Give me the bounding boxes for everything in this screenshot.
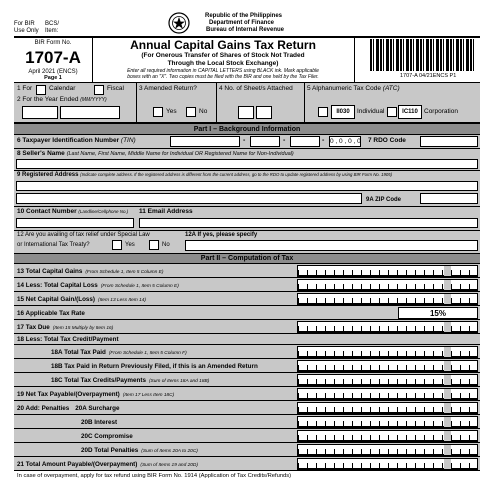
net-tax-payable-amount-field[interactable] <box>297 388 478 400</box>
bcs-label: BCS/ <box>45 21 60 27</box>
tax-due-label: 17 Tax Due (Item 15 Multiply by Item 16) <box>17 323 114 331</box>
total-tax-credits-label: 18C Total Tax Credits/Payments (Sum of Items 18A and 18B) <box>51 376 210 384</box>
row-interest <box>14 415 480 429</box>
sheets-attached-field-1[interactable] <box>238 106 254 119</box>
row-applicable-tax-rate <box>14 306 480 320</box>
tin-field-1[interactable] <box>170 136 240 147</box>
item-11-label: 11 Email Address <box>139 208 193 215</box>
sheets-attached-field-2[interactable] <box>256 106 272 119</box>
tax-paid-previously-amount-field[interactable] <box>297 360 478 372</box>
use-only-label: Use Only <box>14 28 39 34</box>
row-tax-due <box>14 320 480 334</box>
surcharge-amount-field[interactable] <box>297 402 478 414</box>
atc-corporation-code: IC110 <box>398 105 422 119</box>
agency-dof: Department of Finance <box>209 20 275 26</box>
form-number-box <box>14 38 92 82</box>
total-penalties-label: 20D Total Penalties (Sum of Items 20A to 20C) <box>81 446 198 454</box>
fiscal-label: Fiscal <box>107 85 124 92</box>
atc-corporation-checkbox[interactable] <box>387 107 397 117</box>
email-address-field[interactable] <box>139 218 478 228</box>
calendar-label: Calendar <box>49 85 76 92</box>
for-bir-label: For BIR <box>14 21 35 27</box>
agency-bir: Bureau of Internal Revenue <box>206 27 285 33</box>
form-number-label: BIR Form No. <box>34 40 72 46</box>
part2-header: Part II – Computation of Tax <box>14 253 480 264</box>
row-tax-paid-previously <box>14 359 480 373</box>
item-7-label: 7 RDO Code <box>368 137 406 144</box>
overpayment-note-label: In case of overpayment, apply for tax refund using BIR Form No. 1914 (Application of Tax Credits/Refunds) <box>17 472 292 479</box>
row-total-tax-paid <box>14 345 480 359</box>
total-capital-gains-amount-field[interactable] <box>297 265 478 277</box>
surcharge-label: 20 Add: Penalties 20A Surcharge <box>17 404 120 412</box>
item-12-label-2: or International Tax Treaty? <box>17 242 90 248</box>
total-tax-credit-header-label: 18 Less: Total Tax Credit/Payment <box>17 336 119 343</box>
form-title: Annual Capital Gains Tax Return <box>130 38 316 52</box>
atc-individual-code: II030 <box>331 105 355 119</box>
row-compromise <box>14 429 480 443</box>
item-12A-label: 12A If yes, please specify <box>185 232 258 238</box>
amended-yes-label: Yes <box>166 108 177 115</box>
row-total-tax-credit-header <box>14 334 480 345</box>
zip-code-label: 9A ZIP Code <box>366 197 402 203</box>
tin-field-2[interactable] <box>250 136 280 147</box>
item-12-label-1: 12 Are you availing of tax relief under Special Law <box>17 232 150 238</box>
form-title-block <box>92 37 354 80</box>
year-ended-year-field[interactable] <box>60 106 120 119</box>
tax-relief-specify-field[interactable] <box>185 240 478 251</box>
form-subtitle-2: Through the Local Stock Exchange) <box>167 59 279 67</box>
atc-corporation-label: Corporation <box>424 108 458 115</box>
fiscal-checkbox[interactable] <box>94 85 104 95</box>
tax-paid-previously-label: 18B Tax Paid in Return Previously Filed, if this is an Amended Return <box>51 362 258 370</box>
item-9-label: 9 Registered Address (Indicate complete address. If the registered address is different from the current address, go to the RDO to update registered address by using BIR Form No. 1905) <box>17 172 393 178</box>
tax-relief-yes-label: Yes <box>125 242 135 248</box>
form-instruction-2: boxes with an "X". Two copies must be filed with the BIR and one held by the Tax Filer. <box>127 74 319 80</box>
atc-individual-checkbox[interactable] <box>318 107 328 117</box>
rdo-code-field[interactable] <box>420 136 478 147</box>
net-capital-gain-amount-field[interactable] <box>297 293 478 305</box>
total-amount-payable-amount-field[interactable] <box>297 458 478 470</box>
total-capital-gains-label: 13 Total Capital Gains (From Schedule 1, Item 5 Column E) <box>17 267 164 275</box>
item-6-label: 6 Taxpayer Identification Number (TIN) <box>17 137 136 144</box>
bir-seal-icon <box>168 12 190 34</box>
total-tax-paid-label: 18A Total Tax Paid (From Schedule 1, Item 5 Column F) <box>51 348 187 356</box>
row-surcharge <box>14 401 480 415</box>
seller-name-field[interactable] <box>16 159 478 169</box>
barcode-code: 1707-A 04/21ENCS P1 <box>400 73 457 79</box>
year-ended-month-field[interactable] <box>22 106 58 119</box>
item-1-label: 1 For <box>17 85 33 92</box>
compromise-amount-field[interactable] <box>297 430 478 442</box>
item-3-label: 3 Amended Return? <box>139 85 197 92</box>
total-tax-credits-amount-field[interactable] <box>297 374 478 386</box>
tax-relief-no-checkbox[interactable] <box>149 240 159 250</box>
calendar-checkbox[interactable] <box>36 85 46 95</box>
item-4-label: 4 No. of Sheet/s Attached <box>219 85 293 92</box>
row-total-tax-credits <box>14 373 480 387</box>
row-total-penalties <box>14 443 480 457</box>
form-number: 1707-A <box>25 48 81 67</box>
total-capital-loss-amount-field[interactable] <box>297 279 478 291</box>
total-amount-payable-label: 21 Total Amount Payable/(Overpayment) (Sum of Items 19 and 20D) <box>17 460 198 468</box>
page-number: Page 1 <box>44 75 62 81</box>
form-subtitle-1: (For Onerous Transfer of Shares of Stock Not Traded <box>141 52 305 59</box>
contact-number-field[interactable] <box>16 218 134 228</box>
net-tax-payable-label: 19 Net Tax Payable/(Overpayment) (Item 17 Less Item 18C) <box>17 390 175 398</box>
interest-label: 20B Interest <box>81 418 118 426</box>
barcode-image <box>370 39 476 71</box>
item-label: Item: <box>45 28 59 34</box>
tin-branch-code[interactable]: 0 , 0 , 0 , 0 <box>330 138 361 145</box>
part1-header: Part I – Background Information <box>14 123 480 135</box>
row-total-capital-loss <box>14 278 480 292</box>
address-line-2-field[interactable] <box>16 193 362 204</box>
total-penalties-amount-field[interactable] <box>297 444 478 456</box>
amended-yes-checkbox[interactable] <box>153 107 163 117</box>
tax-relief-yes-checkbox[interactable] <box>112 240 122 250</box>
form-instruction-1: Enter all required information in CAPITAL LETTERS using BLACK ink. Mark applicable <box>127 68 319 74</box>
row-overpayment-note <box>14 471 480 480</box>
row-net-capital-gain <box>14 292 480 306</box>
tin-field-3[interactable] <box>290 136 320 147</box>
item-10-label: 10 Contact Number (Landline/Cellphone No.) <box>17 208 129 215</box>
tax-relief-no-label: No <box>162 242 170 248</box>
tax-rate-value: 15% <box>398 307 478 319</box>
row-total-capital-gains <box>14 264 480 278</box>
amended-no-label: No <box>199 108 208 115</box>
zip-code-field[interactable] <box>420 193 478 204</box>
atc-individual-label: Individual <box>357 108 385 115</box>
row-net-tax-payable <box>14 387 480 401</box>
net-capital-gain-label: 15 Net Capital Gain/(Loss) (Item 13 Less Item 14) <box>17 295 147 303</box>
total-capital-loss-label: 14 Less: Total Capital Loss (From Schedule 1, Item 5 Column E) <box>17 281 179 289</box>
compromise-label: 20C Compromise <box>81 432 133 440</box>
item-5-label: 5 Alphanumeric Tax Code (ATC) <box>307 85 400 92</box>
amended-no-checkbox[interactable] <box>186 107 196 117</box>
item-2-label: 2 For the Year Ended (MM/YYYY) <box>17 96 107 103</box>
item-8-label: 8 Seller's Name (Last Name, First Name, Middle Name for Individual OR Registered Name for Non-Individual) <box>17 150 294 157</box>
agency-republic: Republic of the Philippines <box>205 13 283 19</box>
tax-due-amount-field[interactable] <box>297 321 478 333</box>
row-total-amount-payable <box>14 457 480 471</box>
total-tax-paid-amount-field[interactable] <box>297 346 478 358</box>
address-line-1-field[interactable] <box>16 181 478 191</box>
applicable-tax-rate-label: 16 Applicable Tax Rate <box>17 309 85 317</box>
interest-amount-field[interactable] <box>297 416 478 428</box>
form-version: April 2021 (ENCS) <box>28 69 78 75</box>
tax-computation-table <box>14 264 480 480</box>
